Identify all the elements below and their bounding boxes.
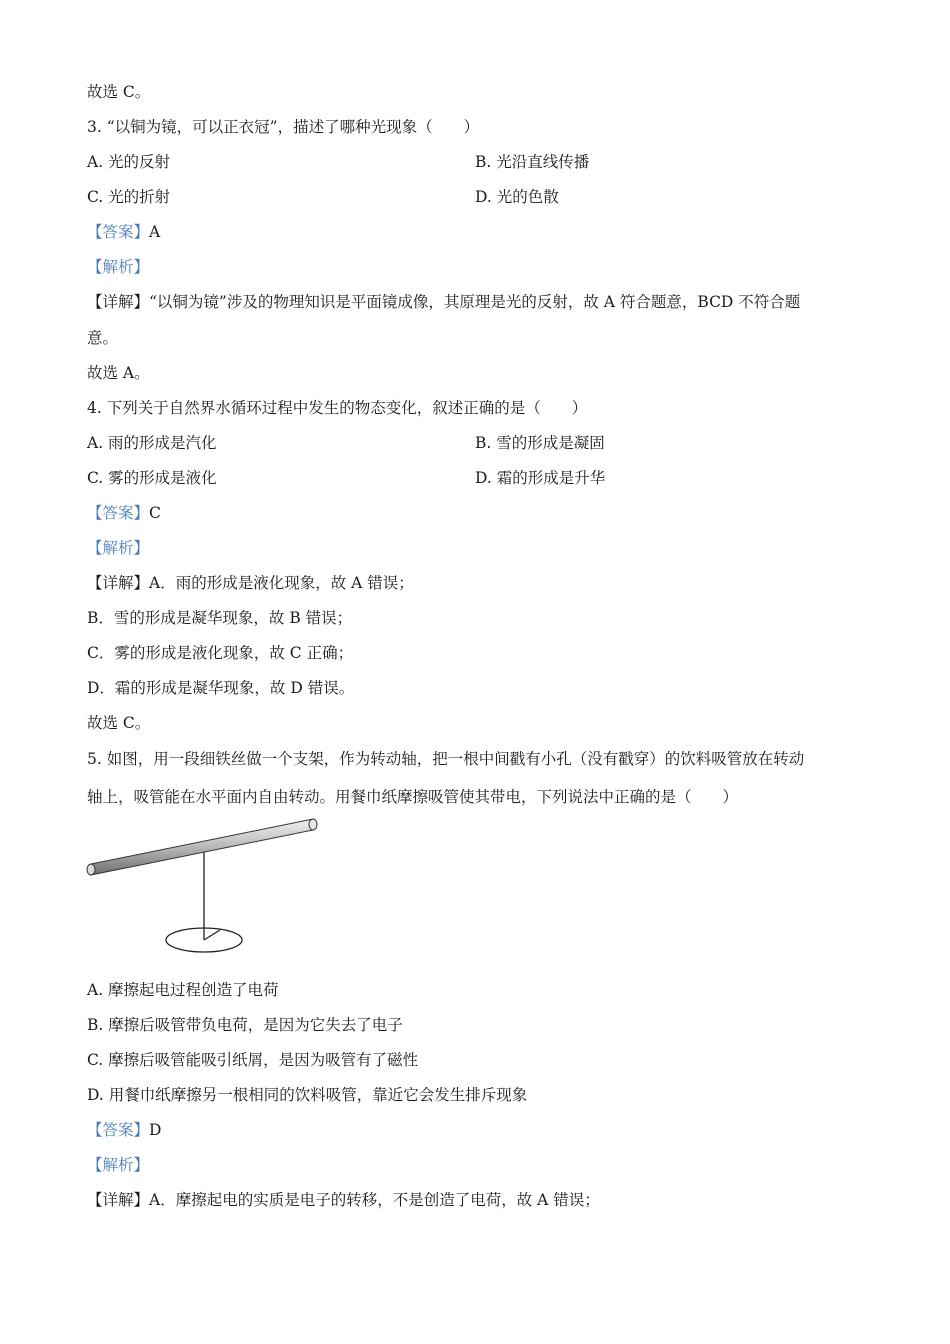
- option-c: C. 雾的形成是液化: [87, 469, 217, 487]
- question-5-cont: 轴上，吸管能在水平面内自由转动。用餐巾纸摩擦吸管使其带电，下列说法中正确的是（ ）: [87, 788, 739, 806]
- option-d: D. 用餐巾纸摩擦另一根相同的饮料吸管，靠近它会发生排斥现象: [87, 1086, 528, 1104]
- detail-line: 【详解】“以铜为镜”涉及的物理知识是平面镜成像，其原理是光的反射，故 A 符合题意，BCD 不符合题: [87, 293, 801, 311]
- straw-end-right: [309, 819, 317, 830]
- straw-tube: [91, 819, 313, 875]
- answer-line: [87, 222, 160, 242]
- answer-value: C: [149, 504, 161, 522]
- answer-value: A: [149, 223, 161, 241]
- option-b: B. 摩擦后吸管带负电荷，是因为它失去了电子: [87, 1016, 403, 1034]
- straw-on-pivot-figure: [84, 812, 319, 960]
- answer-tag: 【答案】: [87, 223, 150, 241]
- analysis-tag: 【解析】: [87, 539, 150, 557]
- option-a: A. 雨的形成是汽化: [87, 434, 217, 452]
- option-d: D. 光的色散: [475, 188, 559, 206]
- detail-line: B．雪的形成是凝华现象，故 B 错误；: [87, 609, 353, 627]
- question-3: 3. “以铜为镜，可以正衣冠”，描述了哪种光现象（ ）: [87, 118, 480, 136]
- text-line: 故选 C。: [87, 83, 151, 101]
- choose-line: 故选 A。: [87, 364, 150, 382]
- option-d: D. 霜的形成是升华: [475, 469, 606, 487]
- detail-line: D．霜的形成是凝华现象，故 D 错误。: [87, 679, 355, 697]
- detail-line: 【详解】A．雨的形成是液化现象，故 A 错误；: [87, 574, 414, 592]
- question-5: 5. 如图，用一段细铁丝做一个支架，作为转动轴，把一根中间戳有小孔（没有戳穿）的饮料吸管放在转动: [87, 750, 805, 768]
- option-b: B. 雪的形成是凝固: [475, 434, 605, 452]
- option-c: C. 摩擦后吸管能吸引纸屑，是因为吸管有了磁性: [87, 1051, 419, 1069]
- analysis-tag: 【解析】: [87, 258, 150, 276]
- detail-line: 意。: [87, 329, 119, 347]
- analysis-tag: 【解析】: [87, 1156, 150, 1174]
- base-radius: [204, 930, 220, 940]
- option-b: B. 光沿直线传播: [475, 153, 590, 171]
- answer-tag: 【答案】: [87, 504, 150, 522]
- option-c: C. 光的折射: [87, 188, 171, 206]
- option-a: A. 光的反射: [87, 153, 171, 171]
- option-a: A. 摩擦起电过程创造了电荷: [87, 981, 279, 999]
- choose-line: 故选 C。: [87, 714, 151, 732]
- straw-end-left: [87, 864, 95, 875]
- detail-line: C．雾的形成是液化现象，故 C 正确；: [87, 644, 354, 662]
- answer-line: [87, 503, 161, 523]
- answer-line: [87, 1120, 161, 1140]
- answer-tag: 【答案】: [87, 1121, 150, 1139]
- answer-value: D: [149, 1121, 162, 1139]
- detail-line: 【详解】A．摩擦起电的实质是电子的转移，不是创造了电荷，故 A 错误；: [87, 1191, 600, 1209]
- question-4: 4. 下列关于自然界水循环过程中发生的物态变化，叙述正确的是（ ）: [87, 399, 588, 417]
